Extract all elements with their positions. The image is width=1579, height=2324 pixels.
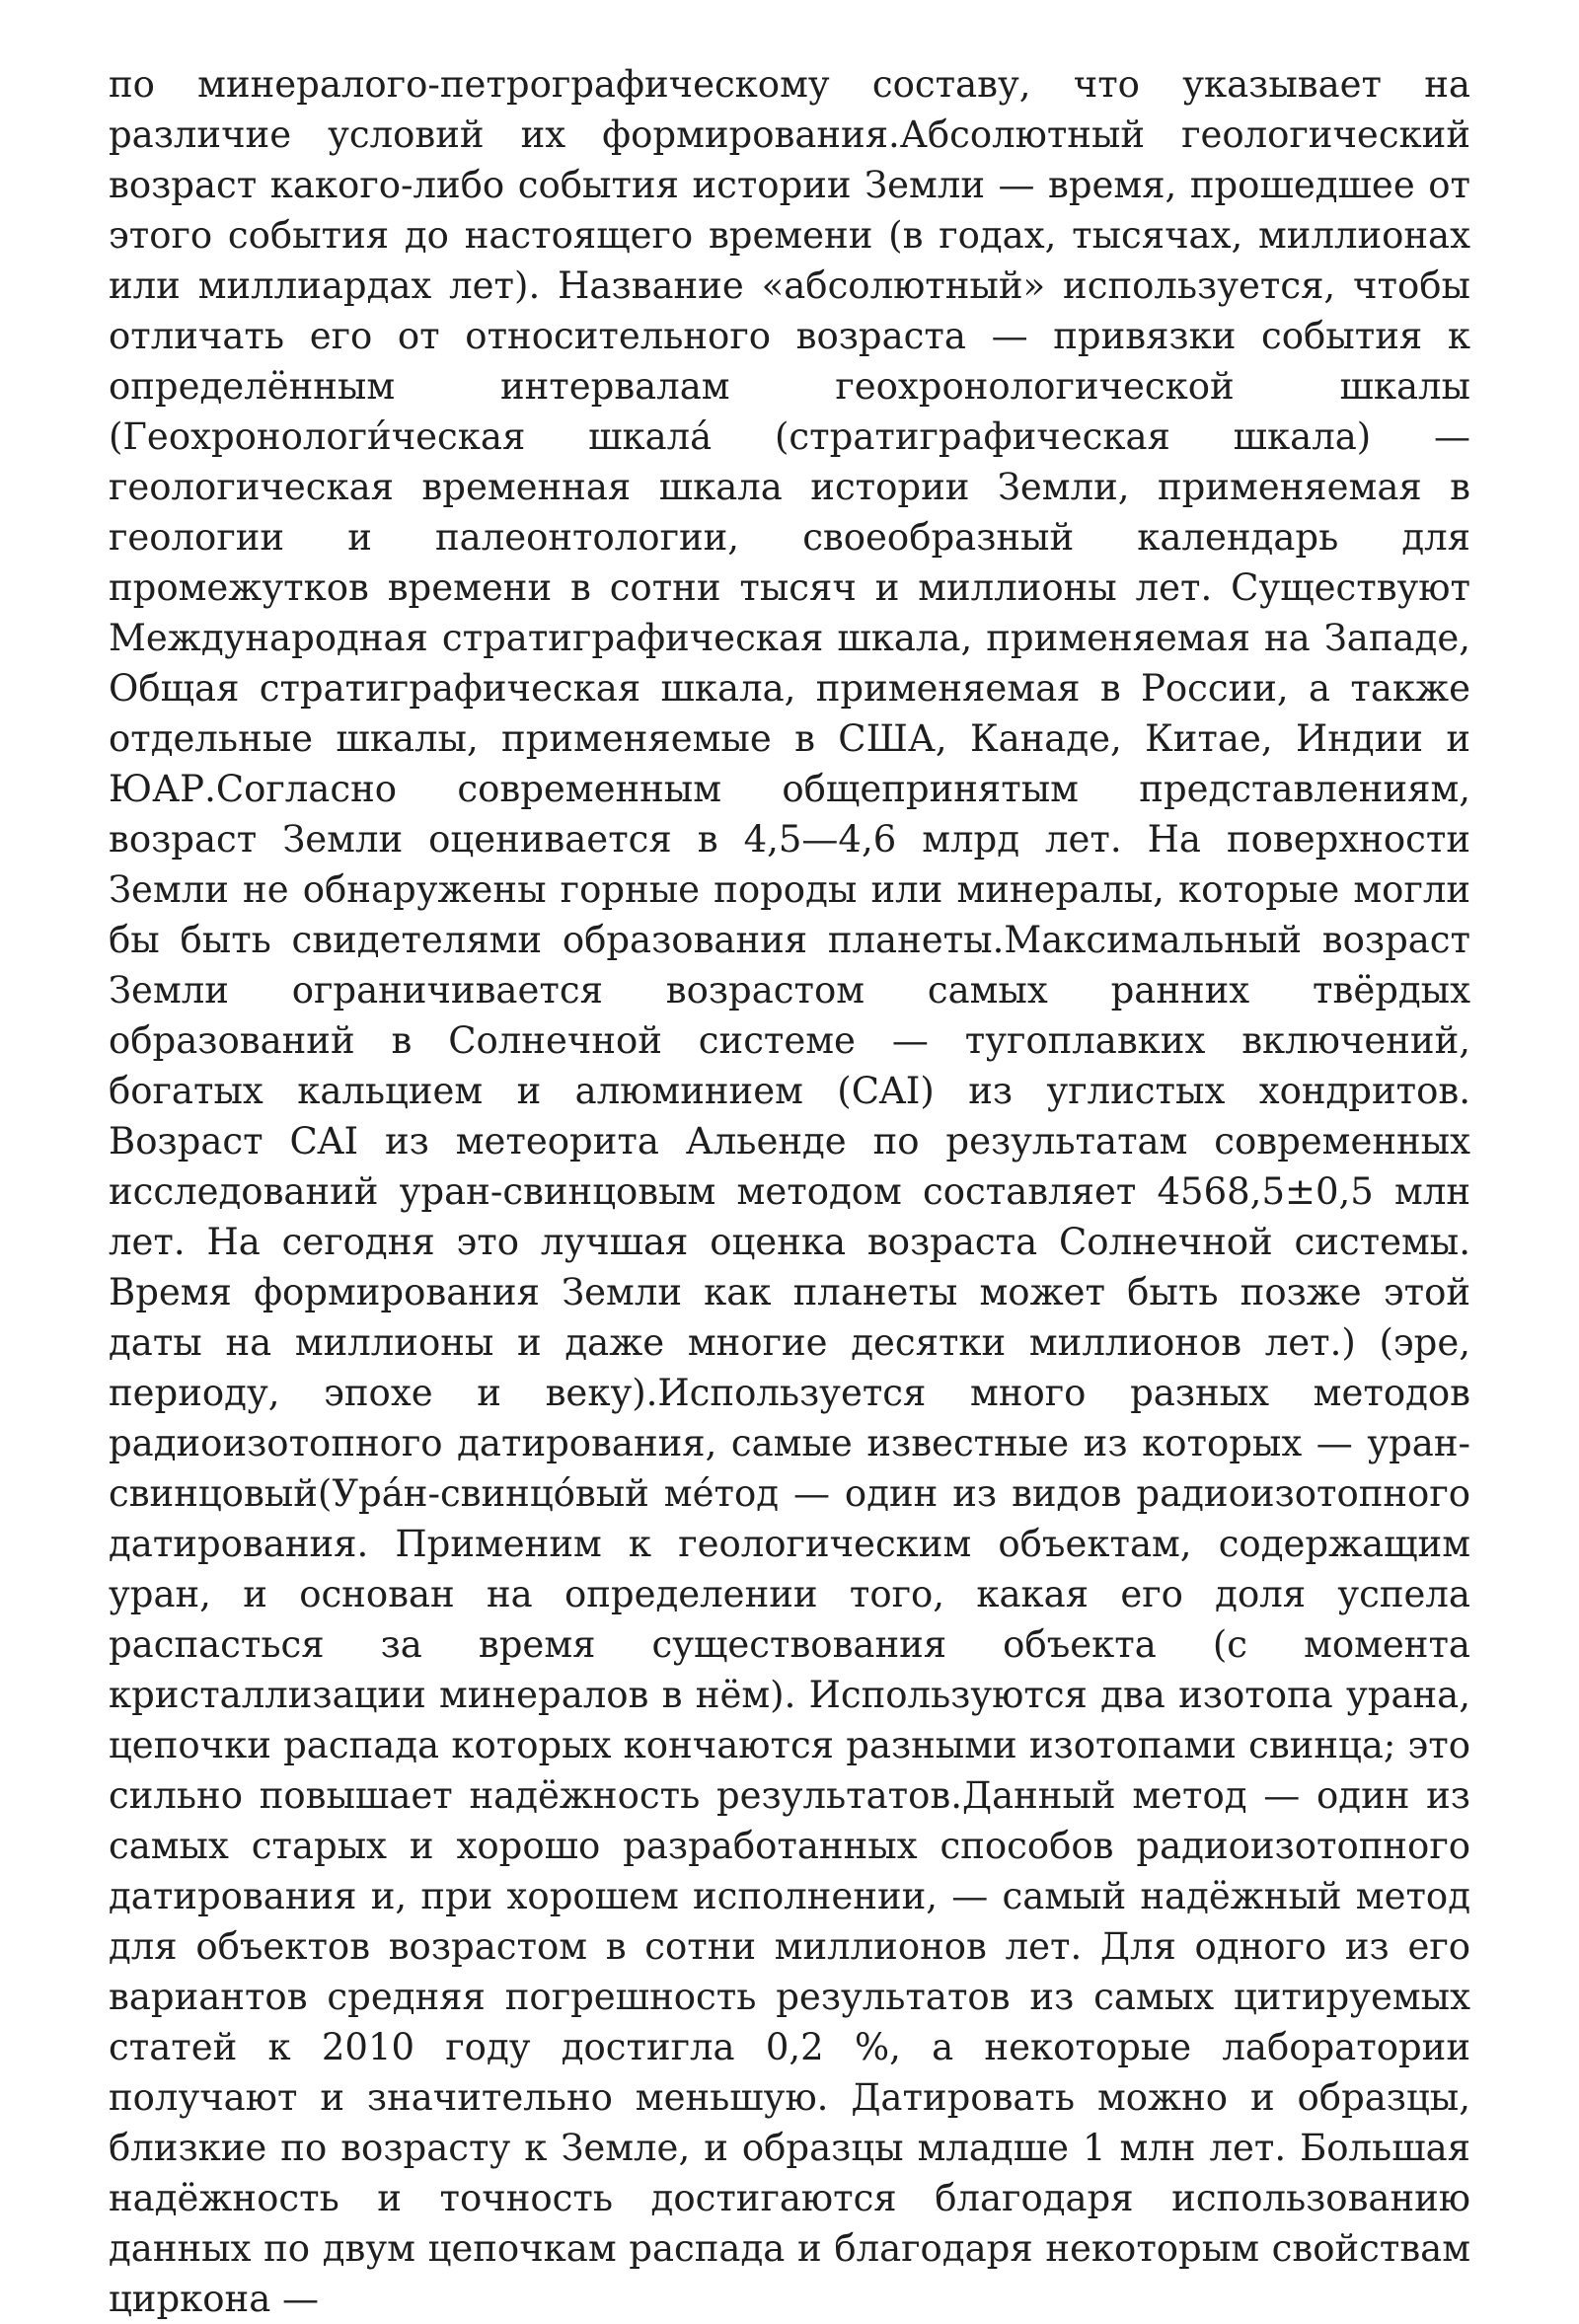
body-paragraph: по минералого-петрографическому составу, что указывает на различие условий их формирования.Абсолютный геологический возраст какого-либо события истории Земли — время, прошедшее от этого события до настоящего времени (в годах, тысячах, миллионах или миллиардах лет). Название «абсолютный» используется, чтобы отличать его от относительного возраста — привязки события к определённым интервалам геохронологической шкалы (Геохронологи́ческая шкала́ (стратиграфическая шкала) — геологическая временная шкала истории Земли, применяемая в геологии и палеонтологии, своеобразный календарь для промежутков времени в сотни тысяч и миллионы лет. Существуют Международная стратиграфическая шкала, применяемая на Западе, Общая стратиграфическая шкала, применяемая в России, а также отдельные шкалы, применяемые в США, Канаде, Китае, Индии и ЮАР.Согласно современным общепринятым представлениям, возраст Земли оценивается в 4,5—4,6 млрд лет. На поверхности Земли не обнаружены горные породы или минералы, которые могли бы быть свидетелями образования планеты.Максимальный возраст Земли ограничивается возрастом самых ранних твёрдых образований в Солнечной системе — тугоплавких включений, богатых кальцием и алюминием (CAI) из углистых хондритов. Возраст CAI из метеорита Альенде по результатам современных исследований уран-свинцовым методом составляет 4568,5±0,5 млн лет. На сегодня это лучшая оценка возраста Солнечной системы. Время формирования Земли как планеты может быть позже этой даты на миллионы и даже многие десятки миллионов лет.) (эре, периоду, эпохе и веку).Используется много разных методов радиоизотопного датирования, самые известные из которых — уран-свинцовый(Ура́н-свинцо́вый ме́тод — один из видов радиоизотопного датирования. Применим к геологическим объектам, содержащим уран, и основан на определении того, какая его доля успела распасться за время существования объекта (с момента кристаллизации минералов в нём). Используются два изотопа урана, цепочки распада которых кончаются разными изотопами свинца; это сильно повышает надёжность результатов.Данный метод — один из самых старых и хорошо разработанных способов радиоизотопного датирования и, при хорошем исполнении, — самый надёжный метод для объектов возрастом в сотни миллионов лет. Для одного из его вариантов средняя погрешность результатов из самых цитируемых статей к 2010 году достигла 0,2 %, а некоторые лаборатории получают и значительно меньшую. Датировать можно и образцы, близкие по возрасту к Земле, и образцы младше 1 млн лет. Большая надёжность и точность достигаются благодаря использованию данных по двум цепочкам распада и благодаря некоторым свойствам циркона — — [109, 63, 1470, 2320]
document-page — [109, 59, 1470, 2324]
